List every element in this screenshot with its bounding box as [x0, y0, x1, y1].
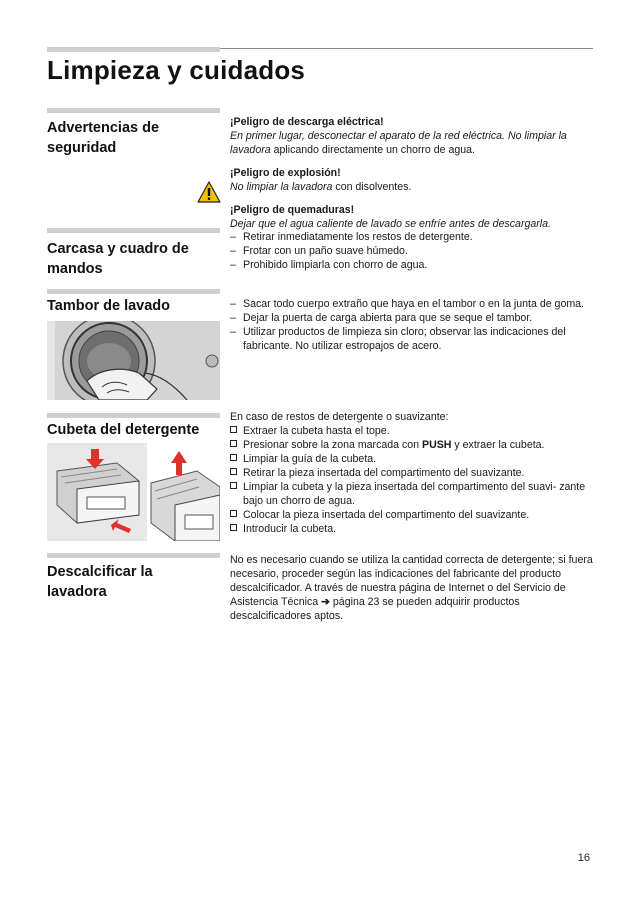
carcasa-list — [230, 230, 595, 272]
warning-heading: ¡Peligro de descarga eléctrica! — [230, 116, 384, 128]
list-item: Introducir la cubeta. — [230, 522, 595, 536]
list-item: Limpiar la guía de la cubeta. — [230, 452, 595, 466]
section-bar-advertencias — [47, 108, 220, 113]
section-bar-cubeta — [47, 413, 220, 418]
list-item: Colocar la pieza insertada del compartimento del suavizante. — [230, 508, 595, 522]
warning-heading: ¡Peligro de quemaduras! — [230, 204, 355, 216]
descalcificar-text: No es necesario cuando se utiliza la cantidad correcta de detergente; si fuera necesario, proceder según las indicaciones del fabricante del producto descalcificador. A través de nuestra página de Internet o del Servicio de Asistencia Técnica ➔ página 23 se pueden adquirir productos descalcificadores aptos. — [230, 554, 593, 622]
header-bar — [47, 47, 220, 52]
tambor-list — [230, 297, 595, 353]
drum-illustration — [47, 321, 220, 400]
list-item: – Frotar con un paño suave húmedo. — [230, 244, 595, 258]
warning-text: Dejar que el agua caliente de lavado se enfríe antes de descargarla. — [230, 218, 551, 230]
section-title-tambor: Tambor de lavado — [47, 298, 171, 314]
checkbox-bullet-icon — [230, 440, 237, 447]
cubeta-block — [230, 410, 595, 536]
list-item: – Prohibido limpiarla con chorro de agua. — [230, 258, 595, 272]
list-item: – Retirar inmediatamente los restos de detergente. — [230, 230, 595, 244]
page-number: 16 — [577, 852, 590, 864]
section-bar-descalcificar — [47, 553, 220, 558]
cubeta-intro: En caso de restos de detergente o suavizante: — [230, 411, 449, 423]
list-item: Extraer la cubeta hasta el tope. — [230, 424, 595, 438]
warnings-block — [230, 115, 595, 231]
section-title-advertencias: Advertencias de seguridad — [47, 120, 160, 156]
warning-heading: ¡Peligro de explosión! — [230, 167, 341, 179]
warning-text: En primer lugar, desconectar el aparato de la red eléctrica. No limpiar la lavadora aplicando directamente un chorro de agua. — [230, 130, 567, 156]
section-bar-carcasa — [47, 228, 220, 233]
section-bar-tambor — [47, 289, 220, 294]
page-title: Limpieza y cuidados — [47, 55, 306, 85]
checkbox-bullet-icon — [230, 510, 237, 517]
section-title-carcasa: Carcasa y cuadro de mandos — [47, 241, 189, 277]
checkbox-bullet-icon — [230, 454, 237, 461]
list-item: Retirar la pieza insertada del compartimento del suavizante. — [230, 466, 595, 480]
checkbox-bullet-icon — [230, 468, 237, 475]
section-title-cubeta: Cubeta del detergente — [47, 422, 200, 438]
list-item: – Sacar todo cuerpo extraño que haya en el tambor o en la junta de goma. — [230, 297, 595, 311]
list-item: Limpiar la cubeta y la pieza insertada del compartimento del suavi- zante bajo un chorro de agua. — [230, 480, 595, 508]
drawer-removal-illustration — [47, 443, 220, 541]
list-item: – Dejar la puerta de carga abierta para que se seque el tambor. — [230, 311, 595, 325]
list-item: – Utilizar productos de limpieza sin cloro; observar las indicaciones del fabricante. No utilizar estropajos de acero. — [230, 325, 595, 353]
warning-text: No limpiar la lavadora con disolventes. — [230, 181, 412, 193]
warning-triangle-icon — [197, 181, 221, 203]
list-item: Presionar sobre la zona marcada con PUSH y extraer la cubeta. — [230, 438, 595, 452]
header-rule — [220, 48, 593, 49]
checkbox-bullet-icon — [230, 426, 237, 433]
checkbox-bullet-icon — [230, 482, 237, 489]
section-title-descalcificar: Descalcificar la lavadora — [47, 564, 153, 600]
arrow-right-icon: ➔ — [321, 596, 330, 608]
checkbox-bullet-icon — [230, 524, 237, 531]
